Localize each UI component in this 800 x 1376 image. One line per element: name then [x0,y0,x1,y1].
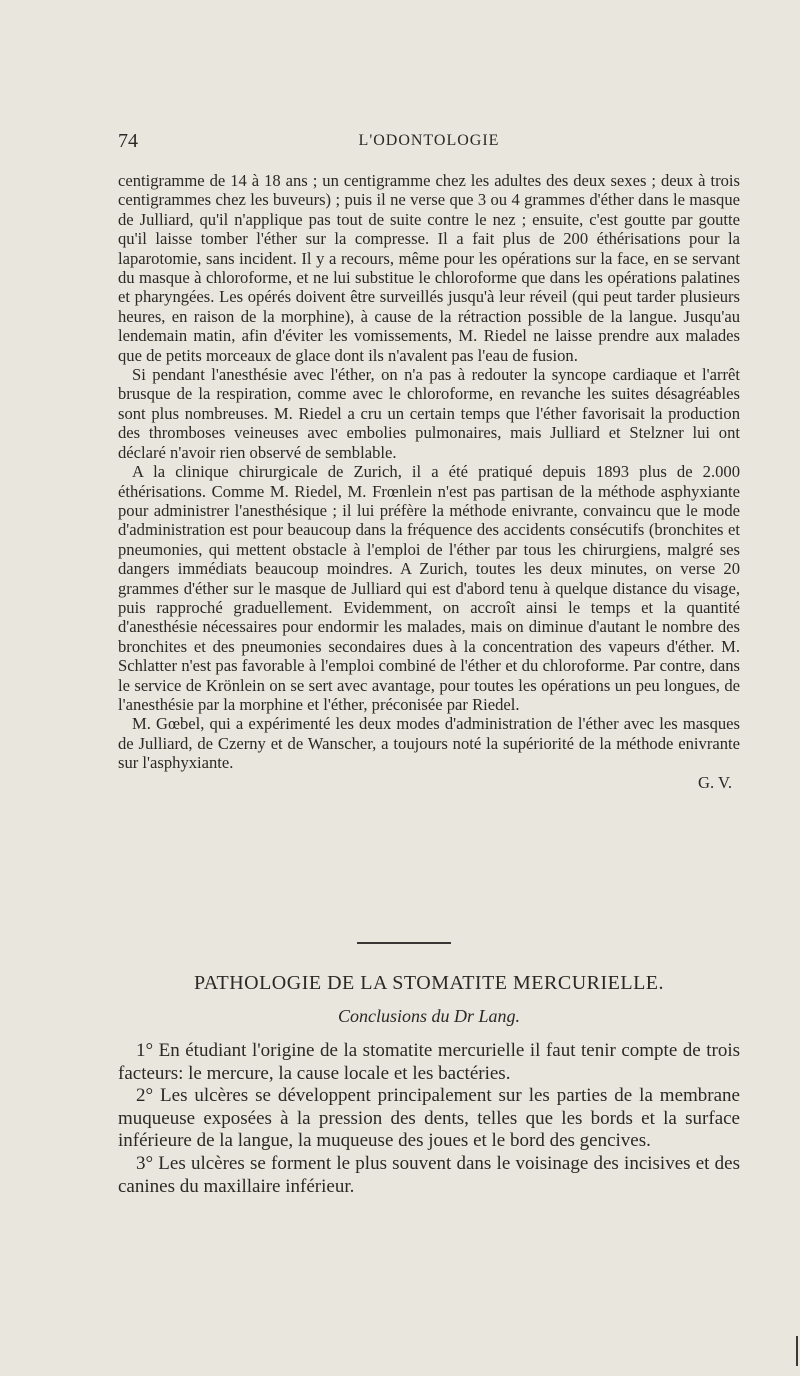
running-title: L'ODONTOLOGIE [358,132,500,149]
conclusion-item: 1° En étudiant l'origine de la stomatite mercurielle il faut tenir compte de trois facteurs: le mercure, la cause locale et les bactéries. [118,1040,740,1084]
page-header [118,130,740,156]
scan-edge-mark [796,1336,798,1366]
paragraph: M. Gœbel, qui a expérimenté les deux modes d'administration de l'éther avec les masques de Julliard, de Czerny et de Wanscher, a toujours noté la supériorité de la méthode enivrante sur l'asphyxiante. [118,714,740,773]
section-divider [357,942,451,944]
conclusion-item: 3° Les ulcères se forment le plus souvent dans le voisinage des incisives et des canines du maxillaire inférieur. [118,1152,740,1197]
article-title: PATHOLOGIE DE LA STOMATITE MERCURIELLE. [193,972,665,994]
page-number: 74 [118,130,138,152]
paragraph: centigramme de 14 à 18 ans ; un centigramme chez les adultes des deux sexes ; deux à trois centigrammes chez les buveurs) ; puis il ne verse que 3 ou 4 grammes d'éther dans le masque de Julliard, qu'il n'applique pas tout de suite contre le nez ; ensuite, c'est goutte par goutte qu'il laisse tomber l'éther sur la compresse. Il a fait plus de 200 éthérisations pour la laparotomie, sans incident. Il y a recours, même pour les opérations sur la face, en se servant du masque à chloroforme, et ne lui substitue le chloroforme que dans les opérations palatines et pharyngées. Les opérés doivent être surveillés jusqu'à leur réveil (qui peut tarder plusieurs heures, en raison de la morphine), à cause de la rétraction possible de la langue. Jusqu'au lendemain matin, afin d'éviter les vomissements, M. Riedel ne laisse prendre aux malades que de petits morceaux de glace dont ils n'avalent pas l'eau de fusion. [118,171,740,365]
article-subtitle: Conclusions du Dr Lang. [337,1006,521,1026]
signature: G. V. [698,772,732,792]
conclusions-list [118,1040,740,1198]
paragraph: A la clinique chirurgicale de Zurich, il a été pratiqué depuis 1893 plus de 2.000 éthérisations. Comme M. Riedel, M. Frœnlein n'est pas partisan de la méthode asphyxiante pour administrer l'anesthésique ; il lui préfère la méthode enivrante, convaincu que le mode d'administration est pour beaucoup dans la fréquence des accidents consécutifs (bronchites et pneumonies, qui mettent obstacle à l'emploi de l'éther par tous les chirurgiens, malgré ses dangers immédiats beaucoup moindres. A Zurich, toutes les deux minutes, on verse 20 grammes d'éther sur le masque de Julliard qui est d'abord tenu à quelque distance du visage, puis rapproché graduellement. Evidemment, on accroît ainsi le temps et la quantité d'anesthésie nécessaires pour endormir les malades, mais on diminue d'autant le nombre des bronchites et des pneumonies secondaires dues à la concentration des vapeurs d'éther. M. Schlatter n'est pas favorable à l'emploi combiné de l'éther et du chloroforme. Par contre, dans le service de Krönlein on se sert avec avantage, pour toutes les opérations un peu longues, de l'anesthésie par la morphine et l'éther, préconisée par Riedel. [118,462,740,714]
conclusion-item: 2° Les ulcères se développent principalement sur les parties de la membrane muqueuse exposées à la pression des dents, telles que les bords et la surface inférieure de la langue, la muqueuse des joues et le bord des gencives. [118,1085,740,1152]
paragraph: Si pendant l'anesthésie avec l'éther, on n'a pas à redouter la syncope cardiaque et l'arrêt brusque de la respiration, comme avec le chloroforme, en revanche les suites désagréables sont plus nombreuses. M. Riedel a cru un certain temps que l'éther favorisait la production des thromboses veineuses avec embolies pulmonaires, mais Julliard et Stelzner lui ont déclaré n'avoir rien observé de semblable. [118,365,740,462]
article-body [118,171,740,792]
